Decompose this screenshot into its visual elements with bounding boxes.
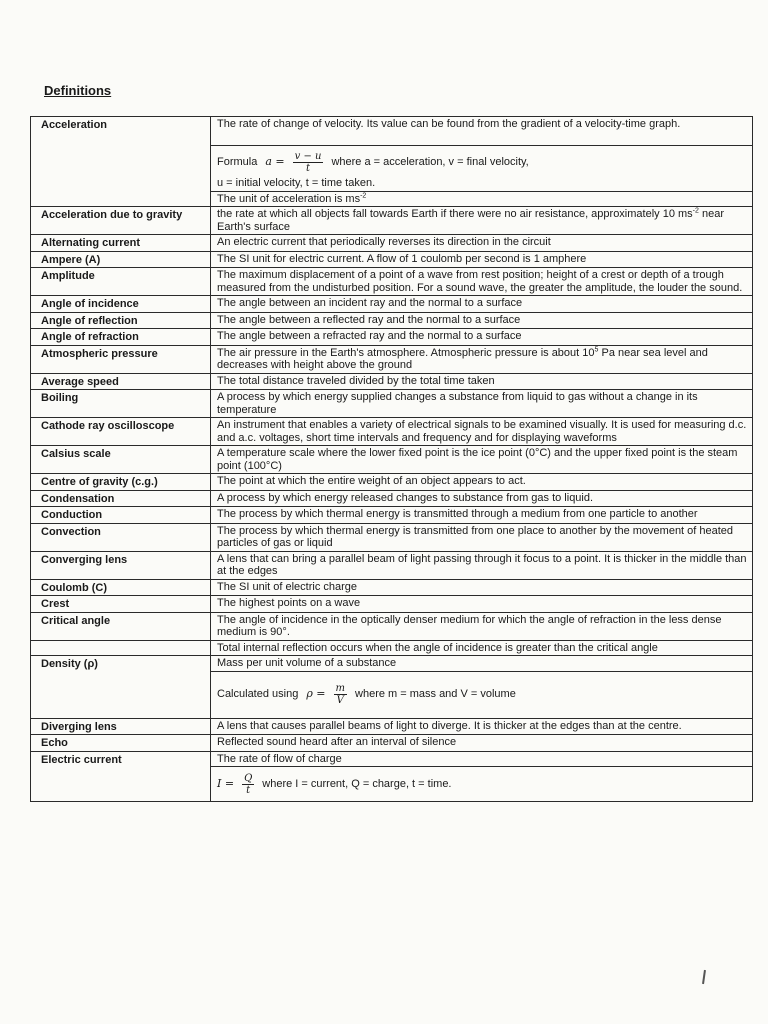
formula-numerator: m [335,683,346,694]
formula-numerator: v − u [294,150,322,162]
table-row [31,490,753,507]
definition-cell: An instrument that enables a variety of electrical signals to be examined visually. It is used for measuring d.c. and a.c. voltages, short time intervals and frequency and for displaying waveforms [211,418,753,446]
formula-fraction [334,683,347,706]
definition-cell: A process by which energy released changes to substance from gas to liquid. [211,490,753,507]
term-cell: Converging lens [31,551,211,579]
definition-text: Pa near sea level and decreases with height above the ground [217,346,708,371]
term-cell: Conduction [31,507,211,524]
formula-denominator: t [246,784,251,796]
term-cell: Amplitude [31,268,211,296]
term-cell: Centre of gravity (c.g.) [31,474,211,491]
definition-text: The air pressure in the Earth's atmosphere. Atmospheric pressure is about 10 [217,346,595,359]
density-formula [217,673,748,717]
definition-text: near Earth's surface [217,208,724,233]
term-cell: Acceleration due to gravity [31,207,211,235]
term-cell: Echo [31,735,211,752]
table-row [31,312,753,329]
scan-mark [702,970,706,984]
definition-cell: The highest points on a wave [211,596,753,613]
term-cell: Density (ρ) [31,656,211,719]
table-row [31,718,753,735]
formula-label: Calculated using [217,688,299,701]
term-cell: Convection [31,523,211,551]
definition-cell: Total internal reflection occurs when the angle of incidence is greater than the critical angle [211,640,753,656]
table-row [31,296,753,313]
formula-fraction [242,773,254,796]
table-row [31,579,753,596]
empty-term-cell [31,640,211,656]
table-row [31,207,753,235]
table-row [31,735,753,752]
definition-cell: A temperature scale where the lower fixed point is the ice point (0°C) and the upper fixed point is the steam point (100°C) [211,446,753,474]
definition-cell: A lens that causes parallel beams of light to diverge. It is thicker at the edges than at the centre. [211,718,753,735]
formula-denominator: V [336,695,344,706]
term-cell: Alternating current [31,235,211,252]
table-row [31,551,753,579]
table-row [31,523,753,551]
table-row [31,345,753,373]
formula-description-cont: u = initial velocity, t = time taken. [217,177,376,189]
term-cell: Ampere (A) [31,251,211,268]
term-cell: Atmospheric pressure [31,345,211,373]
table-row [31,474,753,491]
table-row [31,251,753,268]
definition-cell: The angle between a reflected ray and the normal to a surface [211,312,753,329]
term-cell: Average speed [31,373,211,390]
term-cell: Acceleration [31,117,211,207]
table-row [31,373,753,390]
definition-cell: The SI unit for electric current. A flow of 1 coulomb per second is 1 amphere [211,251,753,268]
formula-cell [211,671,753,718]
definition-cell: A process by which energy supplied changes a substance from liquid to gas without a change in its temperature [211,390,753,418]
definition-cell: The process by which thermal energy is transmitted from one place to another by the movement of heated particles of gas or liquid [211,523,753,551]
table-row [31,446,753,474]
table-row [31,268,753,296]
term-cell: Critical angle [31,612,211,640]
formula-description: where I = current, Q = charge, t = time. [262,777,452,790]
definition-cell: The rate of flow of charge [211,751,753,767]
definition-cell: The point at which the entire weight of an object appears to act. [211,474,753,491]
formula-lhs: I = [217,776,235,790]
table-row [31,507,753,524]
term-cell: Condensation [31,490,211,507]
definition-cell [211,207,753,235]
definition-cell: Mass per unit volume of a substance [211,656,753,672]
table-row [31,596,753,613]
definition-cell: Reflected sound heard after an interval of silence [211,735,753,752]
definition-cell: The SI unit of electric charge [211,579,753,596]
term-cell: Angle of reflection [31,312,211,329]
table-row [31,117,753,146]
term-cell: Boiling [31,390,211,418]
exponent: 5 [594,345,599,353]
table-row [31,612,753,640]
formula-fraction [293,151,324,174]
definition-cell: The maximum displacement of a point of a wave from rest position; height of a crest or depth of a trough measured from the undisturbed position. For a sound wave, the greater the amplitude, the louder the sound. [211,268,753,296]
definition-cell: A lens that can bring a parallel beam of light passing through it focus to a point. It is thicker in the middle than at the edges [211,551,753,579]
formula-description: where m = mass and V = volume [355,688,516,701]
term-cell: Calsius scale [31,446,211,474]
table-row [31,751,753,767]
table-row [31,329,753,346]
formula-lhs: ρ = [306,687,326,701]
term-cell: Angle of refraction [31,329,211,346]
table-row [31,656,753,672]
definition-cell: The rate of change of velocity. Its value can be found from the gradient of a velocity-time graph. [211,117,753,146]
term-cell: Cathode ray oscilloscope [31,418,211,446]
definition-cell: The angle between a refracted ray and the normal to a surface [211,329,753,346]
formula-label: Formula [217,155,258,168]
formula-cell [211,767,753,802]
page-title: Definitions [44,83,112,98]
definition-cell [211,191,753,207]
term-cell: Angle of incidence [31,296,211,313]
current-formula [217,768,748,800]
term-cell: Electric current [31,751,211,802]
definition-cell: An electric current that periodically reverses its direction in the circuit [211,235,753,252]
formula-numerator: Q [244,772,253,784]
formula-denominator: t [306,162,311,174]
table-row [31,235,753,252]
definition-cell: The angle of incidence in the optically denser medium for which the angle of refraction in the less dense medium is 90°. [211,612,753,640]
term-cell: Diverging lens [31,718,211,735]
definition-cell [211,345,753,373]
table-row [31,390,753,418]
table-row [31,418,753,446]
definition-text: the rate at which all objects fall towards Earth if there were no air resistance, approximately 10 ms [217,208,693,220]
definition-cell: The total distance traveled divided by the total time taken [211,373,753,390]
acceleration-formula [217,147,748,177]
term-cell: Coulomb (C) [31,579,211,596]
definition-cell: The angle between an incident ray and the normal to a surface [211,296,753,313]
formula-cell [211,146,753,192]
formula-description: where a = acceleration, v = final velocity, [331,155,529,168]
unit-exponent: -2 [360,191,367,199]
table-row [31,640,753,656]
formula-lhs: a = [265,154,285,168]
term-cell: Crest [31,596,211,613]
exponent: -2 [692,207,699,215]
definitions-table [30,116,753,802]
definition-cell: The process by which thermal energy is transmitted through a medium from one particle to another [211,507,753,524]
unit-text: The unit of acceleration is ms [217,192,361,205]
